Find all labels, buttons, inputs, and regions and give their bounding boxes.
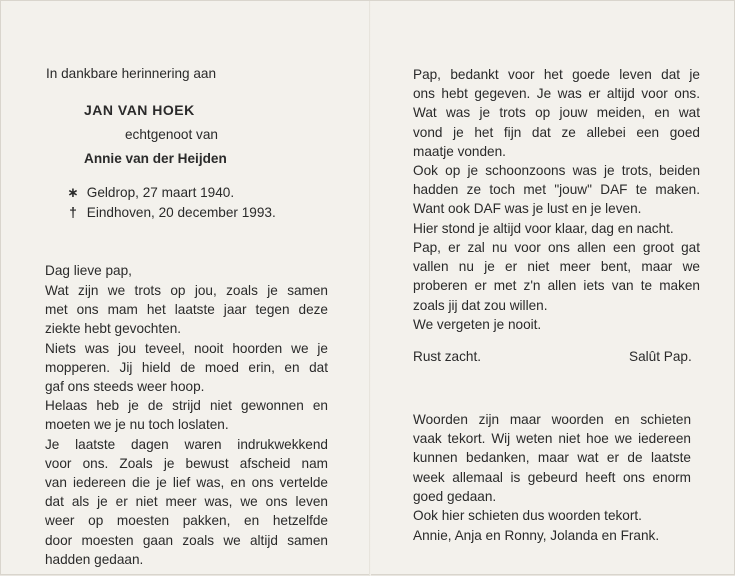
text-line: Hier stond je altijd voor klaar, dag en nacht. <box>413 220 674 236</box>
text-line: vallen nu je er niet meer bent, maar we <box>413 259 700 275</box>
text-line: Wat was je trots op jouw meiden, en wat <box>413 105 700 121</box>
family-signoff: Annie, Anja en Ronny, Jolanda en Frank. <box>413 528 660 543</box>
center-fold <box>369 1 371 576</box>
text-line: met ons mam het laatste jaar tegen deze <box>45 302 328 318</box>
text-line: gaf ons steeds weer hoop. <box>45 379 205 395</box>
text-line: Woorden zijn maar woorden en schieten <box>413 412 691 427</box>
farewell-rest: Rust zacht. <box>413 349 481 364</box>
birth-text: Geldrop, 27 maart 1940. <box>86 185 235 200</box>
birth-star-icon: ∗ <box>67 185 79 200</box>
greeting: Dag lieve pap, <box>45 263 132 278</box>
text-line: Wat zijn we trots op jou, zoals je samen <box>45 283 328 298</box>
text-line: zoals jij dat zou willen. <box>413 297 548 313</box>
text-line: mopperen. Jij hield de moed erin, en dat <box>45 359 328 375</box>
text-line: vond je het fijn dat ze allebei een goed <box>413 124 700 140</box>
text-line: weer op moesten pakken, en hetzelfde <box>45 513 328 529</box>
text-line: moeten we je nu toch loslaten. <box>45 417 229 433</box>
text-line: vaak tekort. Wij weten niet hoe we iedereen <box>413 431 691 447</box>
death-line <box>63 205 276 220</box>
text-line: ziekte hebt gevochten. <box>45 321 182 337</box>
right-paragraph-miss <box>413 238 700 334</box>
text-line: kunnen bedanken, maar wat er de laatste <box>413 450 691 466</box>
text-line: Pap, bedankt voor het goede leven dat je <box>413 67 700 82</box>
text-line: van iedereen die je lief was, en ons vertelde <box>45 475 328 491</box>
spouse-of-label: echtgenoot van <box>125 127 218 142</box>
death-cross-icon: † <box>69 205 77 220</box>
text-line: Ook op je schoonzoons was je trots, beiden <box>413 163 700 179</box>
text-line: We vergeten je nooit. <box>413 316 542 332</box>
text-line: Helaas heb je de strijd niet gewonnen en <box>45 398 328 414</box>
text-line: Ook hier schieten dus woorden tekort. <box>413 508 642 524</box>
text-line: hadden gedaan. <box>45 551 144 567</box>
intro-line: In dankbare herinnering aan <box>46 66 217 81</box>
text-line: goed gedaan. <box>413 488 497 504</box>
text-line: door moesten gaan zoals we altijd samen <box>45 532 328 548</box>
text-line: maatje vonden. <box>413 143 506 159</box>
death-text: Eindhoven, 20 december 1993. <box>86 205 276 220</box>
right-paragraph-thanks <box>413 65 700 238</box>
farewell-salut: Salût Pap. <box>629 349 692 364</box>
text-line: Je laatste dagen waren indrukwekkend <box>45 436 328 452</box>
text-line: week allemaal is gebeurd heeft ons enorm <box>413 469 691 485</box>
text-line: hadden ze toch met "jouw" DAF te maken. <box>413 182 700 198</box>
deceased-name: JAN VAN HOEK <box>84 102 195 118</box>
left-body-text <box>45 281 328 569</box>
text-line: Want ook DAF was je lust en je leven. <box>413 201 642 217</box>
text-line: Niets was jou teveel, nooit hoorden we je <box>45 340 328 356</box>
text-line: ons hebt gegeven. Je was er altijd voor ons. <box>413 86 700 102</box>
text-line: proberen er met z'n allen iets van te maken <box>413 278 700 294</box>
text-line: voor ons. Zoals je bewust afscheid nam <box>45 455 328 471</box>
birth-line <box>63 185 234 201</box>
text-line: Pap, er zal nu voor ons allen een groot gat <box>413 240 700 255</box>
right-paragraph-words <box>413 410 691 525</box>
spouse-name: Annie van der Heijden <box>84 151 227 166</box>
text-line: dat als je er niet meer was, we ons leven <box>45 494 328 510</box>
